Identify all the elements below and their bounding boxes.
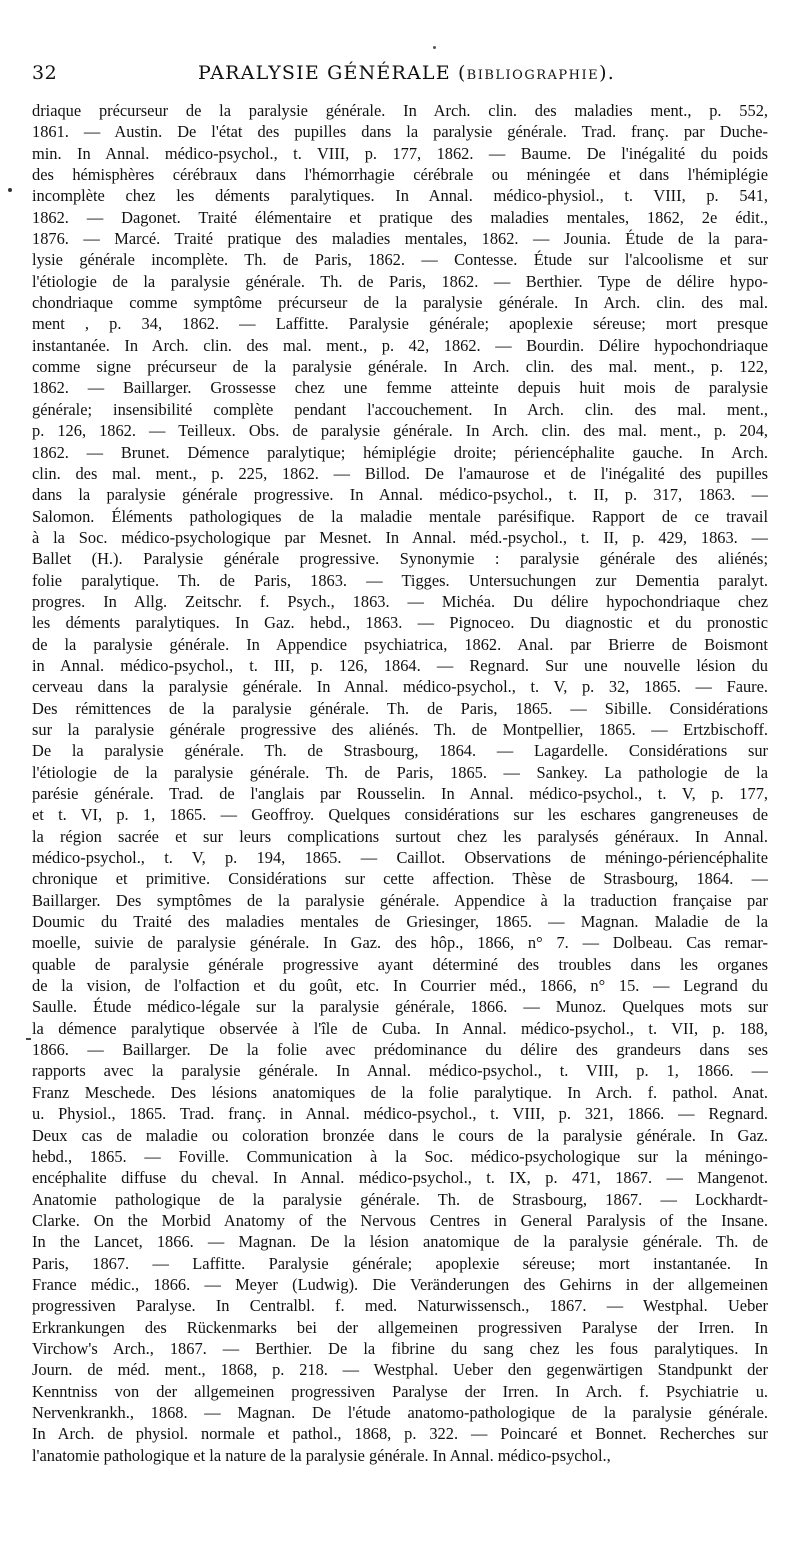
text-line: moelle, suivie de paralysie générale. In Gaz. des hôp., 1866, n° 7. — Dolbeau. Cas remar- xyxy=(32,933,768,953)
text-line: hebd., 1865. — Foville. Communication à la Soc. médico-psychologique sur la méningo- xyxy=(32,1146,768,1166)
text-line: u. Physiol., 1865. Trad. franç. in Annal. médico-psychol., t. VIII, p. 321, 1866. — Regnard. xyxy=(32,1104,768,1124)
text-line: clin. des mal. ment., p. 225, 1862. — Billod. De l'amaurose et de l'inégalité des pupilles xyxy=(32,463,768,483)
text-line: incomplète chez les déments paralytiques. In Annal. médico-physiol., t. VIII, p. 541, xyxy=(32,186,768,206)
text-line: Doumic du Traité des maladies mentales de Griesinger, 1865. — Magnan. Maladie de la xyxy=(32,912,768,932)
text-line: Erkrankungen des Rückenmarks bei der allgemeinen progressiven Paralyse der Irren. In xyxy=(32,1317,768,1337)
text-line: ment , p. 34, 1862. — Laffitte. Paralysie générale; apoplexie séreuse; mort presque xyxy=(32,314,768,334)
bibliography-text xyxy=(32,100,768,1466)
text-line: driaque précurseur de la paralysie générale. In Arch. clin. des maladies ment., p. 552, xyxy=(32,101,768,120)
paper-speck xyxy=(433,46,436,49)
text-line: Clarke. On the Morbid Anatomy of the Nervous Centres in General Paralysis of the Insane. xyxy=(32,1210,768,1230)
text-line: De la paralysie générale. Th. de Strasbourg, 1864. — Lagardelle. Considérations sur xyxy=(32,741,768,761)
margin-mark xyxy=(8,188,12,192)
text-line: progressiven Paralyse. In Centralbl. f. med. Naturwissensch., 1867. — Westphal. Ueber xyxy=(32,1296,768,1316)
text-line: sur la paralysie générale progressive des aliénés. Th. de Montpellier, 1865. — Ertzbischoff. xyxy=(32,719,768,739)
text-line: médico-psychol., t. V, p. 194, 1865. — Caillot. Observations de méningo-périencéphalite xyxy=(32,848,768,868)
text-line: l'étiologie de la paralysie générale. Th. de Paris, 1862. — Berthier. Type de délire hypo- xyxy=(32,271,768,291)
text-line: Nervenkrankh., 1868. — Magnan. De l'étude anatomo-pathologique de la paralysie générale. xyxy=(32,1402,768,1422)
text-line: la démence paralytique observée à l'île de Cuba. In Annal. médico-psychol., t. VII, p. 188, xyxy=(32,1018,768,1038)
text-line: min. In Annal. médico-psychol., t. VIII, p. 177, 1862. — Baume. De l'inégalité du poids xyxy=(32,143,768,163)
text-line: In Arch. de physiol. normale et pathol., 1868, p. 322. — Poincaré et Bonnet. Recherches sur xyxy=(32,1424,768,1444)
text-line: progres. In Allg. Zeitschr. f. Psych., 1863. — Michéa. Du délire hypochondriaque chez xyxy=(32,591,768,611)
text-line: Journ. de méd. ment., 1868, p. 218. — Westphal. Ueber den gegenwärtigen Standpunkt der xyxy=(32,1360,768,1380)
text-line: p. 126, 1862. — Teilleux. Obs. de paralysie générale. In Arch. clin. des mal. ment., p. 204, xyxy=(32,421,768,441)
text-line: Kenntniss von der allgemeinen progressiven Paralyse der Irren. In Arch. f. Psychiatrie u. xyxy=(32,1381,768,1401)
text-line: générale; insensibilité complète pendant l'accouchement. In Arch. clin. des mal. ment., xyxy=(32,399,768,419)
text-line: Paris, 1867. — Laffitte. Paralysie générale; apoplexie séreuse; mort instantanée. In xyxy=(32,1253,768,1273)
text-line: 1862. — Dagonet. Traité élémentaire et pratique des maladies mentales, 1862, 2e édit., xyxy=(32,207,768,227)
running-title-main: PARALYSIE GÉNÉRALE ( xyxy=(198,62,467,84)
text-line: Deux cas de maladie ou coloration bronzée dans le cours de la paralysie générale. In Gaz. xyxy=(32,1125,768,1145)
text-line: Virchow's Arch., 1867. — Berthier. De la fibrine du sang chez les fous paralytiques. In xyxy=(32,1338,768,1358)
running-title-section: BIBLIOGRAPHIE xyxy=(466,68,600,83)
text-line: quable de paralysie générale progressive ayant déterminé des troubles dans les organes xyxy=(32,954,768,974)
text-line: les déments paralytiques. In Gaz. hebd., 1863. — Pignoceo. Du diagnostic et du pronostic xyxy=(32,613,768,633)
running-title-close: ). xyxy=(599,62,615,84)
text-line: instantanée. In Arch. clin. des mal. ment., p. 42, 1862. — Bourdin. Délire hypochondriaque xyxy=(32,335,768,355)
text-line: de la paralysie générale. In Appendice psychiatrica, 1862. Anal. par Brierre de Boismont xyxy=(32,634,768,654)
text-line: à la Soc. médico-psychologique par Mesnet. In Annal. méd.-psychol., t. II, p. 429, 1863. — xyxy=(32,527,768,547)
text-line: Salomon. Éléments pathologiques de la maladie mentale parésifique. Rapport de ce travail xyxy=(32,506,768,526)
margin-mark xyxy=(26,1038,31,1040)
text-line: Franz Meschede. Des lésions anatomiques de la folie paralytique. In Arch. f. pathol. Anat. xyxy=(32,1082,768,1102)
text-line: parésie générale. Trad. de l'anglais par Rousselin. In Annal. médico-psychol., t. V, p. 177, xyxy=(32,784,768,803)
text-line: Ballet (H.). Paralysie générale progressive. Synonymie : paralysie générale des aliénés; xyxy=(32,549,768,569)
text-line: rapports avec la paralysie générale. In Annal. médico-psychol., t. VIII, p. 1, 1866. — xyxy=(32,1061,768,1081)
text-line: in Annal. médico-psychol., t. III, p. 126, 1864. — Regnard. Sur une nouvelle lésion du xyxy=(32,655,768,675)
text-line: l'étiologie de la paralysie générale. Th. de Paris, 1865. — Sankey. La pathologie de la xyxy=(32,762,768,782)
text-line: Anatomie pathologique de la paralysie générale. Th. de Strasbourg, 1867. — Lockhardt- xyxy=(32,1189,768,1209)
running-head xyxy=(32,62,768,90)
text-line: 1866. — Baillarger. De la folie avec prédominance du délire des grandeurs dans ses xyxy=(32,1040,768,1060)
text-line: 1862. — Brunet. Démence paralytique; hémiplégie droite; périencéphalite gauche. In Arch. xyxy=(32,442,768,462)
text-line: et t. VI, p. 1, 1865. — Geoffroy. Quelques considérations sur les eschares gangreneuses de xyxy=(32,805,768,825)
text-line: France médic., 1866. — Meyer (Ludwig). Die Veränderungen des Gehirns in der allgemeinen xyxy=(32,1274,768,1294)
text-line: Baillarger. Des symptômes de la paralysie générale. Appendice à la traduction française par xyxy=(32,890,768,910)
text-line: 1876. — Marcé. Traité pratique des maladies mentales, 1862. — Jounia. Étude de la para- xyxy=(32,229,768,249)
text-line: Des rémittences de la paralysie générale. Th. de Paris, 1865. — Sibille. Considérations xyxy=(32,698,768,718)
text-line: In the Lancet, 1866. — Magnan. De la lésion anatomique de la paralysie générale. Th. de xyxy=(32,1232,768,1252)
text-line: encéphalite diffuse du cheval. In Annal. médico-psychol., t. IX, p. 471, 1867. — Mangenot. xyxy=(32,1168,768,1188)
text-line: l'anatomie pathologique et la nature de la paralysie générale. In Annal. médico-psychol., xyxy=(32,1445,611,1465)
text-line: dans la paralysie générale progressive. In Annal. médico-psychol., t. II, p. 317, 1863. — xyxy=(32,485,768,505)
text-line: lysie générale incomplète. Th. de Paris, 1862. — Contesse. Étude sur l'alcoolisme et sur xyxy=(32,250,768,270)
text-line: Saulle. Étude médico-légale sur la paralysie générale, 1866. — Munoz. Quelques mots sur xyxy=(32,997,768,1017)
text-line: la région sacrée et sur leurs complications surtout chez les paralysés généraux. In Annal. xyxy=(32,826,768,846)
text-line: folie paralytique. Th. de Paris, 1863. — Tigges. Untersuchungen zur Dementia paralyt. xyxy=(32,570,768,590)
text-line: de la vision, de l'olfaction et du goût, etc. In Courrier méd., 1866, n° 15. — Legrand du xyxy=(32,976,768,996)
page-number: 32 xyxy=(32,62,58,84)
text-line: chronique et primitive. Considérations sur cette affection. Thèse de Strasbourg, 1864. — xyxy=(32,869,768,889)
text-line: cerveau dans la paralysie générale. In Annal. médico-psychol., t. V, p. 32, 1865. — Faure. xyxy=(32,677,768,697)
text-line: comme signe précurseur de la paralysie générale. In Arch. clin. des mal. ment., p. 122, xyxy=(32,357,768,377)
text-line: 1861. — Austin. De l'état des pupilles dans la paralysie générale. Trad. franç. par Duche- xyxy=(32,122,768,142)
text-line: chondriaque comme symptôme précurseur de la paralysie générale. In Arch. clin. des mal. xyxy=(32,293,768,313)
running-title xyxy=(198,62,615,84)
text-line: 1862. — Baillarger. Grossesse chez une femme atteinte depuis huit mois de paralysie xyxy=(32,378,768,398)
text-line: des hémisphères cérébraux dans l'hémorrhagie cérébrale ou méningée et dans l'hémiplégie xyxy=(32,165,768,185)
